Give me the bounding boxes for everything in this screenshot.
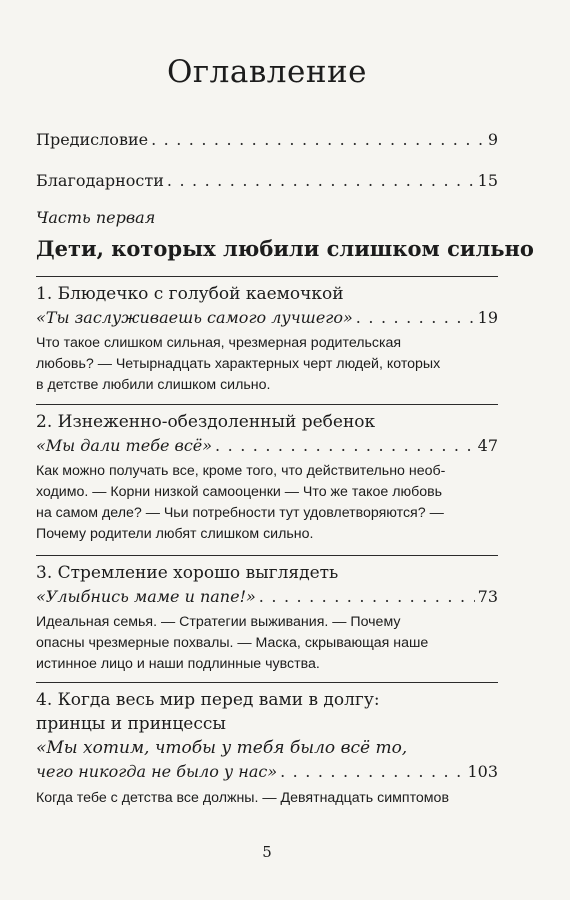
chapter-4-description bbox=[36, 788, 498, 809]
chapter-divider bbox=[36, 276, 498, 277]
chapter-4-subtitle-entry bbox=[36, 762, 498, 781]
desc-line: Почему родители любят слишком сильно. bbox=[36, 526, 314, 542]
leader-dots bbox=[167, 171, 475, 190]
chapter-2-subtitle: «Мы дали тебе всё» bbox=[36, 436, 213, 455]
chapter-divider bbox=[36, 682, 498, 683]
chapter-1-page: 19 bbox=[477, 308, 498, 327]
chapter-2-description bbox=[36, 461, 498, 545]
desc-line: Что такое слишком сильная, чрезмерная родительская bbox=[36, 335, 402, 351]
chapter-2-title: 2. Изнеженно-обездоленный ребенок bbox=[36, 412, 376, 432]
desc-line: в детстве любили слишком сильно. bbox=[36, 377, 271, 393]
chapter-2-page: 47 bbox=[477, 436, 498, 455]
desc-line: Когда тебе с детства все должны. — Девятнадцать симптомов bbox=[36, 790, 449, 806]
page-title: Оглавление bbox=[167, 54, 367, 90]
toc-entry-acknowledgements bbox=[36, 171, 498, 190]
chapter-3-subtitle: «Улыбнись маме и папе!» bbox=[36, 587, 256, 606]
toc-entry-preface bbox=[36, 130, 498, 149]
entry-label: Предисловие bbox=[36, 130, 149, 149]
chapter-4-subtitle: «Мы хотим, чтобы у тебя было всё то, bbox=[36, 738, 408, 758]
chapter-4-title-line2: принцы и принцессы bbox=[36, 714, 226, 734]
entry-page: 15 bbox=[477, 171, 498, 190]
toc-page bbox=[36, 0, 534, 900]
leader-dots bbox=[280, 762, 464, 781]
chapter-3-subtitle-entry bbox=[36, 587, 498, 606]
leader-dots bbox=[259, 587, 475, 606]
entry-label: Благодарности bbox=[36, 171, 164, 190]
desc-line: Идеальная семья. — Стратегии выживания. — Почему bbox=[36, 614, 401, 630]
page-number: 5 bbox=[262, 843, 272, 861]
desc-line: Как можно получать все, кроме того, что действительно необ- bbox=[36, 463, 446, 479]
desc-line: на самом деле? — Чьи потребности тут удовлетворяются? — bbox=[36, 505, 444, 521]
chapter-3-title: 3. Стремление хорошо выглядеть bbox=[36, 563, 339, 583]
chapter-1-subtitle-entry bbox=[36, 308, 498, 327]
part-label: Часть первая bbox=[36, 208, 156, 227]
entry-page: 9 bbox=[487, 130, 498, 149]
chapter-4-subtitle-line2: чего никогда не было у нас» bbox=[36, 762, 278, 781]
chapter-4-page: 103 bbox=[467, 762, 498, 781]
chapter-1-subtitle: «Ты заслуживаешь самого лучшего» bbox=[36, 308, 353, 327]
desc-line: опасны чрезмерные похвалы. — Маска, скрывающая наше bbox=[36, 635, 429, 651]
chapter-4-title: 4. Когда весь мир перед вами в долгу: bbox=[36, 690, 380, 710]
leader-dots bbox=[215, 436, 475, 455]
chapter-3-description bbox=[36, 612, 498, 675]
leader-dots bbox=[356, 308, 475, 327]
chapter-3-page: 73 bbox=[477, 587, 498, 606]
leader-dots bbox=[151, 130, 485, 149]
desc-line: истинное лицо и наши подлинные чувства. bbox=[36, 656, 320, 672]
chapter-divider bbox=[36, 555, 498, 556]
desc-line: любовь? — Четырнадцать характерных черт людей, которых bbox=[36, 356, 441, 372]
chapter-2-subtitle-entry bbox=[36, 436, 498, 455]
part-title: Дети, которых любили слишком сильно bbox=[36, 236, 534, 261]
chapter-1-description bbox=[36, 333, 498, 396]
chapter-1-title: 1. Блюдечко с голубой каемочкой bbox=[36, 284, 344, 304]
desc-line: ходимо. — Корни низкой самооценки — Что же такое любовь bbox=[36, 484, 443, 500]
chapter-divider bbox=[36, 404, 498, 405]
